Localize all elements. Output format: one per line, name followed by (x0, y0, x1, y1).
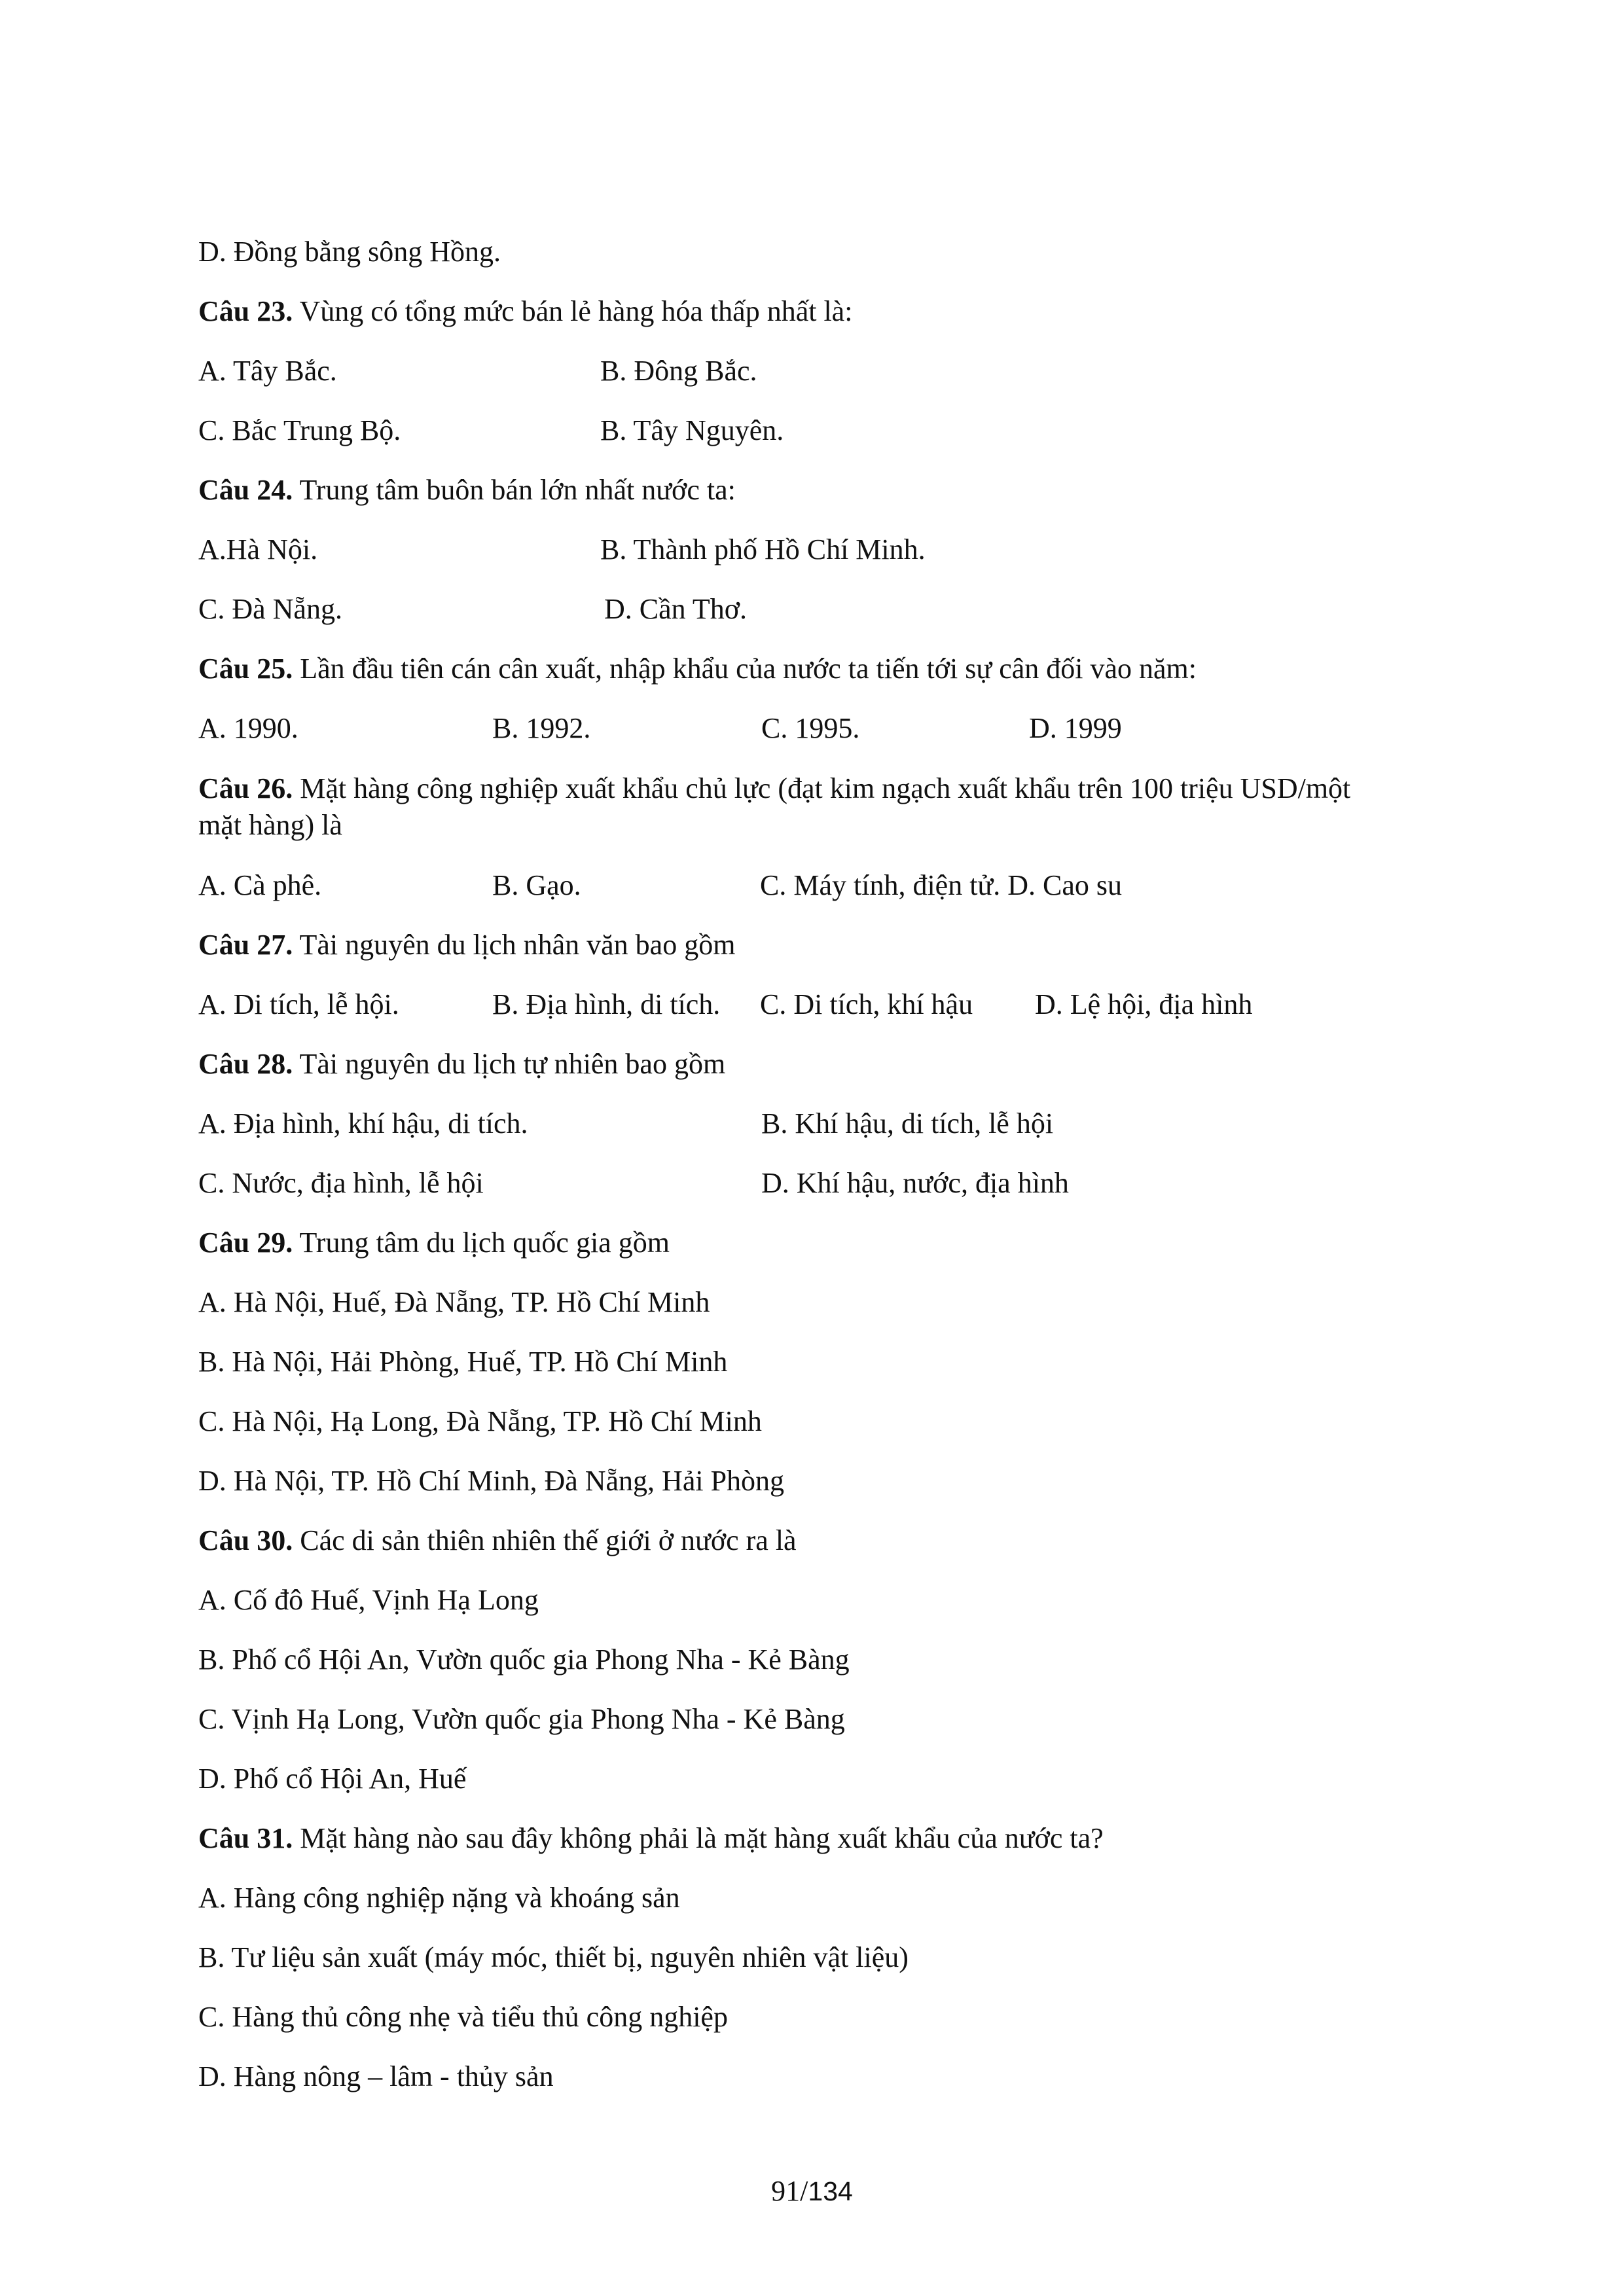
option-28-d: D. Khí hậu, nước, địa hình (761, 1167, 1069, 1199)
option-28-b: B. Khí hậu, di tích, lễ hội (761, 1107, 1054, 1139)
question-28 (198, 1046, 725, 1083)
question-26-continued: mặt hàng) là (198, 809, 342, 841)
option-26-a: A. Cà phê. (198, 869, 322, 901)
question-number: Câu 28. (198, 1048, 293, 1080)
option-24-c: C. Đà Nẵng. (198, 593, 342, 625)
option-31-b: B. Tư liệu sản xuất (máy móc, thiết bị, nguyên nhiên vật liệu) (198, 1941, 909, 1973)
option-23-a: A. Tây Bắc. (198, 355, 337, 387)
option-25-a: A. 1990. (198, 712, 298, 744)
option-31-c: C. Hàng thủ công nhẹ và tiểu thủ công nghiệp (198, 2001, 728, 2033)
option-28-a: A. Địa hình, khí hậu, di tích. (198, 1107, 528, 1139)
question-number: Câu 30. (198, 1524, 293, 1556)
question-number: Câu 31. (198, 1822, 293, 1854)
question-26 (198, 770, 1350, 807)
question-text: Lần đầu tiên cán cân xuất, nhập khẩu của nước ta tiến tới sự cân đối vào năm: (300, 653, 1197, 685)
question-27 (198, 927, 735, 963)
option-26-c-d: C. Máy tính, điện tử. D. Cao su (760, 869, 1123, 901)
question-29 (198, 1225, 670, 1261)
option-25-c: C. 1995. (761, 712, 860, 744)
question-text: Mặt hàng nào sau đây không phải là mặt hàng xuất khẩu của nước ta? (300, 1822, 1104, 1854)
option-24-b: B. Thành phố Hồ Chí Minh. (600, 533, 926, 565)
question-25 (198, 651, 1197, 687)
question-30 (198, 1522, 797, 1559)
option-27-b: B. Địa hình, di tích. (492, 988, 721, 1020)
option-27-d: D. Lệ hội, địa hình (1035, 988, 1253, 1020)
option-24-a: A.Hà Nội. (198, 533, 318, 565)
question-number: Câu 23. (198, 295, 293, 327)
question-number: Câu 26. (198, 772, 293, 804)
question-31 (198, 1820, 1104, 1857)
option-29-d: D. Hà Nội, TP. Hồ Chí Minh, Đà Nẵng, Hải Phòng (198, 1465, 785, 1497)
question-text: Tài nguyên du lịch nhân văn bao gồm (299, 929, 736, 961)
question-number: Câu 25. (198, 653, 293, 685)
option-27-a: A. Di tích, lễ hội. (198, 988, 399, 1020)
question-text: Vùng có tổng mức bán lẻ hàng hóa thấp nhất là: (299, 295, 853, 327)
option-30-d: D. Phố cổ Hội An, Huế (198, 1763, 467, 1795)
question-number: Câu 27. (198, 929, 293, 961)
question-23 (198, 293, 852, 330)
question-text: Mặt hàng công nghiệp xuất khẩu chủ lực (đạt kim ngạch xuất khẩu trên 100 triệu USD/một (300, 772, 1351, 804)
question-number: Câu 29. (198, 1227, 293, 1259)
question-24 (198, 472, 736, 509)
option-24-d: D. Cần Thơ. (604, 593, 748, 625)
option-31-d: D. Hàng nông – lâm - thủy sản (198, 2060, 554, 2092)
option-29-a: A. Hà Nội, Huế, Đà Nẵng, TP. Hồ Chí Minh (198, 1286, 710, 1318)
option-22-d: D. Đồng bằng sông Hồng. (198, 236, 501, 268)
option-23-b1: B. Đông Bắc. (600, 355, 757, 387)
page-number (0, 2173, 1624, 2210)
page-current: 91 (771, 2175, 801, 2207)
option-30-c: C. Vịnh Hạ Long, Vườn quốc gia Phong Nha - Kẻ Bàng (198, 1703, 845, 1735)
option-31-a: A. Hàng công nghiệp nặng và khoáng sản (198, 1882, 680, 1914)
question-text: Các di sản thiên nhiên thế giới ở nước ra là (300, 1524, 797, 1556)
option-26-b: B. Gạo. (492, 869, 581, 901)
option-30-b: B. Phố cổ Hội An, Vườn quốc gia Phong Nha - Kẻ Bàng (198, 1643, 850, 1676)
question-text: Trung tâm du lịch quốc gia gồm (299, 1227, 670, 1259)
page-separator: / (800, 2175, 808, 2207)
option-29-b: B. Hà Nội, Hải Phòng, Huế, TP. Hồ Chí Minh (198, 1346, 728, 1378)
option-23-b2: B. Tây Nguyên. (600, 414, 784, 446)
question-number: Câu 24. (198, 474, 293, 506)
option-25-d: D. 1999 (1029, 712, 1122, 744)
option-25-b: B. 1992. (492, 712, 591, 744)
question-text: Tài nguyên du lịch tự nhiên bao gồm (299, 1048, 726, 1080)
option-23-c: C. Bắc Trung Bộ. (198, 414, 401, 446)
option-28-c: C. Nước, địa hình, lễ hội (198, 1167, 484, 1199)
page-total: 134 (808, 2176, 853, 2206)
option-27-c: C. Di tích, khí hậu (760, 988, 973, 1020)
option-30-a: A. Cố đô Huế, Vịnh Hạ Long (198, 1584, 539, 1616)
question-text: Trung tâm buôn bán lớn nhất nước ta: (299, 474, 736, 506)
option-29-c: C. Hà Nội, Hạ Long, Đà Nẵng, TP. Hồ Chí Minh (198, 1405, 762, 1437)
